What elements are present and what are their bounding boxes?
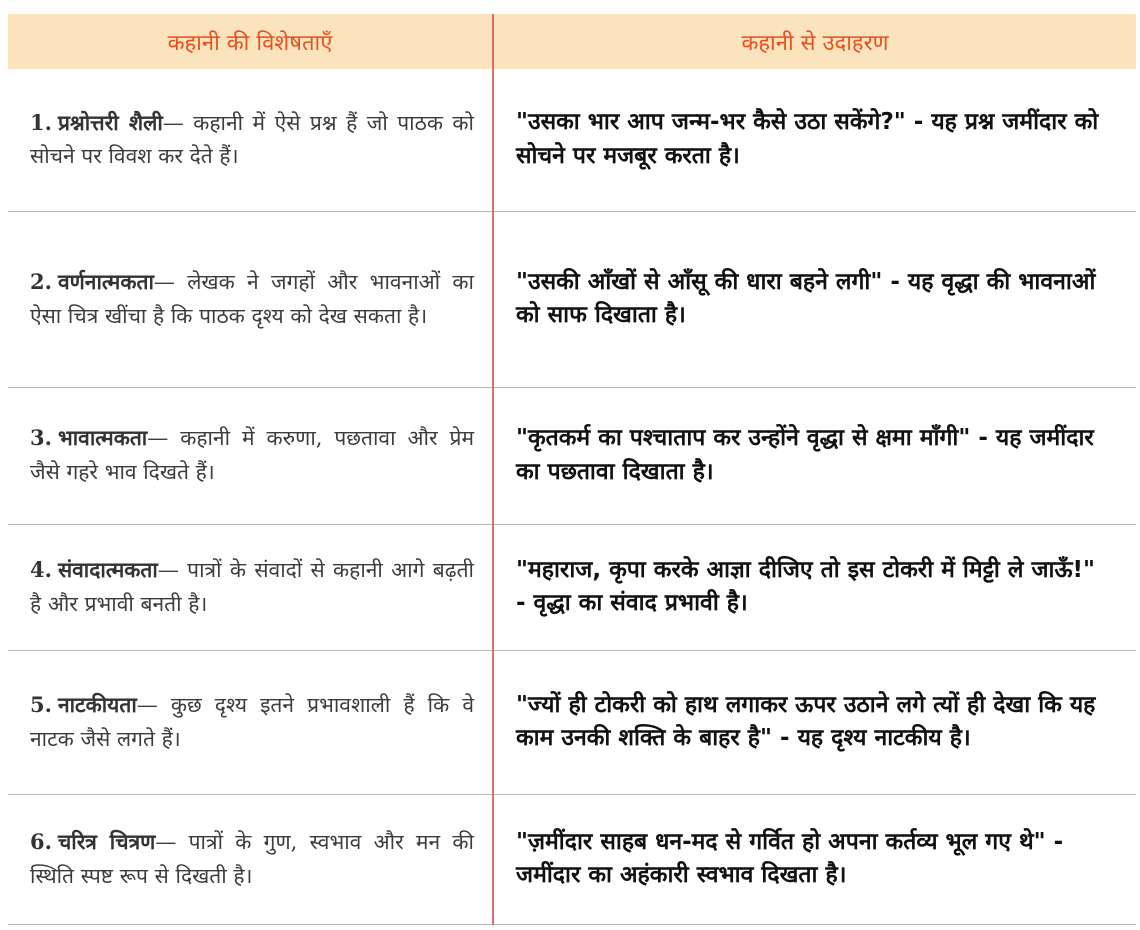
example-cell (493, 650, 1136, 794)
feature-desc: — पात्रों के गुण, स्वभाव और मन की स्थिति स्पष्ट रूप से दिखती है। (30, 829, 474, 888)
example-cell (493, 794, 1136, 924)
feature-title: चरित्र चित्रण (57, 828, 156, 854)
feature-desc: — कहानी में ऐसे प्रश्न हैं जो पाठक को सोचने पर विवश कर देते हैं। (30, 110, 474, 169)
row-number: 5. (30, 691, 52, 717)
row-number: 6. (30, 828, 52, 854)
feature-cell (8, 211, 493, 387)
table-row (8, 650, 1136, 794)
row-number: 1. (30, 109, 52, 135)
table-row (8, 524, 1136, 650)
feature-desc: — पात्रों के संवादों से कहानी आगे बढ़ती है और प्रभावी बनती है। (30, 557, 474, 616)
example-cell (493, 211, 1136, 387)
example-text: "उसकी आँखों से आँसू की धारा बहने लगी" - यह वृद्धा की भावनाओं को साफ दिखाता है। (516, 268, 1096, 328)
table-row (8, 794, 1136, 924)
row-number: 3. (30, 425, 52, 451)
feature-desc: — कुछ दृश्य इतने प्रभावशाली हैं कि वे नाटक जैसे लगते हैं। (30, 692, 474, 751)
example-cell (493, 524, 1136, 650)
feature-desc: — लेखक ने जगहों और भावनाओं का ऐसा चित्र खींचा है कि पाठक दृश्य को देख सकता है। (30, 269, 474, 328)
table-row (8, 69, 1136, 211)
row-number: 2. (30, 268, 52, 294)
feature-cell (8, 524, 493, 650)
example-cell (493, 69, 1136, 211)
feature-title: संवादात्मकता (57, 556, 158, 582)
table-row (8, 387, 1136, 524)
feature-title: प्रश्नोत्तरी शैली (57, 109, 163, 135)
table-header-row (8, 14, 1136, 69)
example-text: "उसका भार आप जन्म-भर कैसे उठा सकेंगे?" - यह प्रश्न जमींदार को सोचने पर मजबूर करता है। (516, 109, 1099, 169)
features-table (8, 14, 1136, 925)
feature-title: वर्णनात्मकता (57, 268, 154, 294)
feature-cell (8, 794, 493, 924)
feature-desc: — कहानी में करुणा, पछतावा और प्रेम जैसे गहरे भाव दिखते हैं। (30, 426, 474, 484)
example-text: "ज्यों ही टोकरी को हाथ लगाकर ऊपर उठाने लगे त्यों ही देखा कि यह काम उनकी शक्ति के बाहर है" - यह दृश्य नाटकीय है। (516, 691, 1096, 751)
feature-cell (8, 650, 493, 794)
table-row (8, 211, 1136, 387)
example-cell (493, 387, 1136, 524)
example-text: "महाराज, कृपा करके आज्ञा दीजिए तो इस टोकरी में मिट्टी ले जाऊँ!" - वृद्धा का संवाद प्रभावी है। (516, 556, 1095, 616)
feature-cell (8, 387, 493, 524)
feature-cell (8, 69, 493, 211)
feature-title: नाटकीयता (57, 691, 137, 717)
example-text: "ज़मींदार साहब धन-मद से गर्वित हो अपना कर्तव्य भूल गए थे" - जमींदार का अहंकारी स्वभाव दिखता है। (516, 828, 1064, 888)
header-features: कहानी की विशेषताएँ (8, 14, 493, 69)
row-number: 4. (30, 556, 52, 582)
feature-title: भावात्मकता (57, 425, 148, 451)
header-examples: कहानी से उदाहरण (741, 30, 889, 56)
example-text: "कृतकर्म का पश्चाताप कर उन्होंने वृद्धा से क्षमा माँगी" - यह जमींदार का पछतावा दिखाता है। (516, 425, 1094, 485)
